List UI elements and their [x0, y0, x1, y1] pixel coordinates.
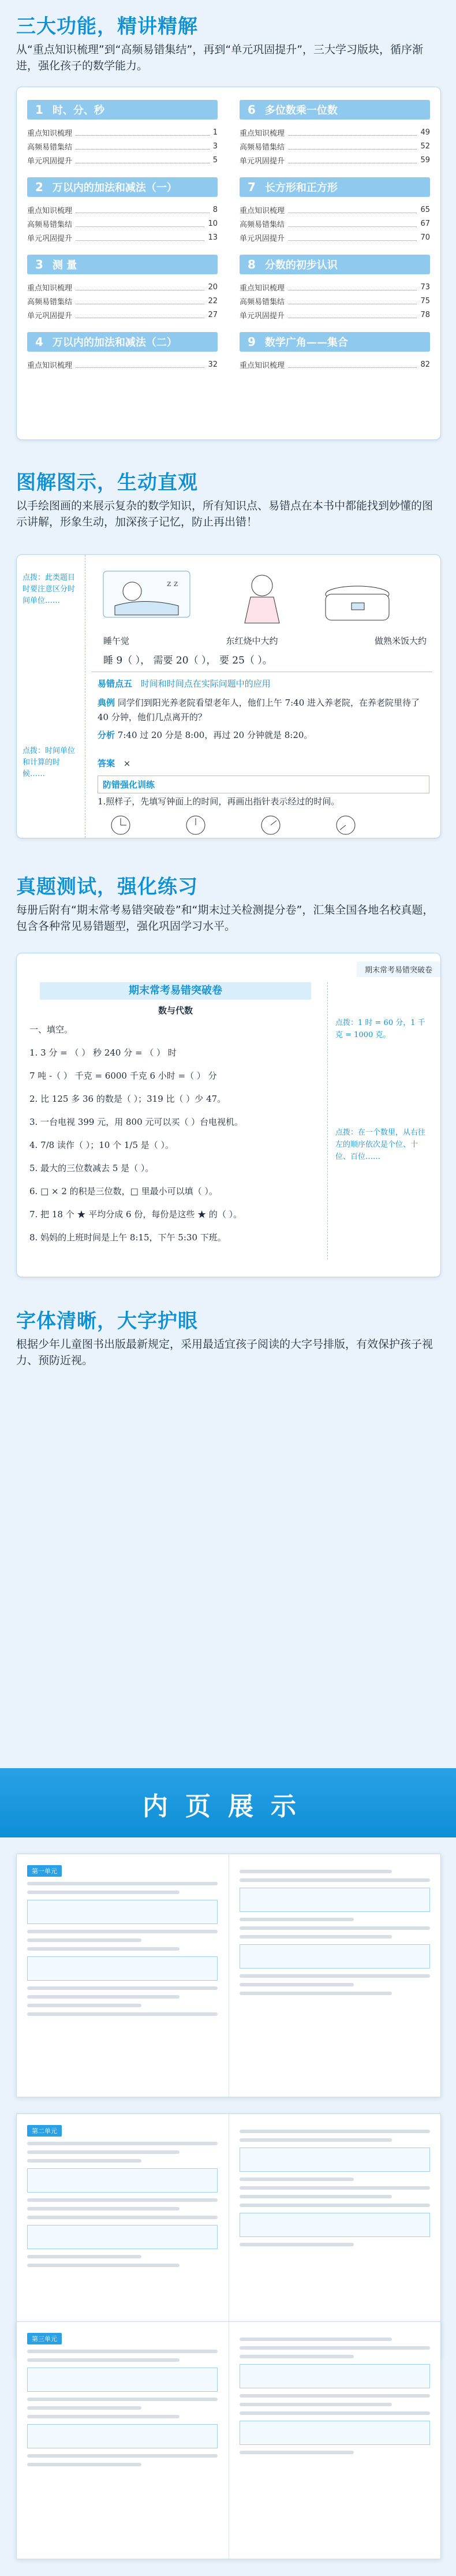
toc-row: [27, 308, 218, 322]
exam-title: 期末常考易错突破卷: [40, 982, 311, 1000]
point-header: [98, 677, 432, 689]
svg-text:z z: z z: [167, 579, 178, 588]
example-label: 典例: [98, 698, 115, 708]
section4-desc: 根据少年儿童图书出版最新规定，采用最适宜孩子阅读的大字号排版，有效保护孩子视力、预防近视。: [16, 1338, 433, 1367]
toc-row: [27, 294, 218, 308]
exam-item: 一、填空。: [29, 1024, 73, 1035]
page-left: [27, 2332, 218, 2554]
answer-text: ×: [123, 758, 131, 769]
toc-leader-dots: [76, 284, 204, 290]
example-text: 同学们到阳光养老院看望老年人，他们上午 7:40 进入养老院，在养老院里待了 40 分钟，他们几点离开的？: [98, 698, 420, 722]
exam-item: 5. 最大的三位数减去 5 是（ ）。: [29, 1163, 154, 1173]
page-spread: [16, 2321, 441, 2559]
toc-unit-title: 长方形和正方形: [264, 182, 338, 194]
toc-row-page: 1: [212, 128, 218, 137]
analysis-block: [98, 728, 429, 743]
toc-leader-dots: [288, 143, 417, 150]
toc-right-column: [240, 100, 430, 382]
analysis-text: 7:40 过 20 分是 8:00，再过 20 分钟就是 8:20。: [117, 730, 313, 740]
caption: 东红烧中大约: [226, 636, 278, 646]
toc-leader-dots: [288, 312, 417, 318]
toc-row-page: 49: [420, 128, 430, 137]
toc-leader-dots: [288, 361, 417, 368]
toc-row-label: 重点知识梳理: [27, 129, 73, 138]
toc-unit-banner: [27, 332, 218, 352]
toc-row-page: 8: [212, 205, 218, 214]
exam-subtitle: 数与代数: [158, 1005, 193, 1016]
toc-row-page: 32: [208, 360, 218, 369]
toc-unit-number: 3: [35, 258, 43, 271]
clock-icon: [261, 816, 280, 834]
toc-row-label: 单元巩固提升: [27, 156, 73, 166]
sidebar-note: 点拨：时间单位和计算的时候……: [23, 747, 76, 778]
toc-leader-dots: [288, 284, 417, 290]
toc-row-label: 重点知识梳理: [27, 361, 73, 370]
toc-row-page: 65: [420, 205, 430, 214]
toc-leader-dots: [76, 129, 210, 136]
girl-icon: [245, 575, 279, 623]
toc-row-page: 70: [420, 233, 430, 242]
clock-row: [109, 814, 421, 837]
page-spread: [16, 1854, 441, 2097]
toc-row-page: 59: [420, 155, 430, 165]
toc-row-page: 22: [208, 296, 218, 305]
point-label: 易错点五: [98, 679, 133, 689]
toc-unit-title: 多位数乘一位数: [264, 105, 338, 117]
toc-leader-dots: [288, 234, 417, 241]
toc-leader-dots: [76, 234, 204, 241]
toc-leader-dots: [288, 221, 417, 227]
sidebar-note: 点拨：此类题目时要注意区分时间单位……: [23, 573, 76, 605]
unit-tag: 第一单元: [27, 1865, 62, 1877]
clock-icon: [337, 816, 355, 834]
toc-card: [16, 87, 441, 440]
divider: [327, 982, 328, 1259]
toc-row: [240, 217, 430, 230]
toc-row: [27, 217, 218, 230]
analysis-label: 分析: [98, 730, 115, 740]
exam-tab: 期末常考易错突破卷: [357, 961, 440, 977]
toc-unit-number: 2: [35, 180, 43, 194]
toc-row-label: 重点知识梳理: [240, 129, 285, 138]
toc-unit-banner: [27, 100, 218, 120]
sleep-fill-row: 睡 9（ ）， 需要 20（ ）， 要 25（ ）。: [103, 655, 272, 666]
toc-row: [240, 294, 430, 308]
toc-unit-banner: [240, 100, 430, 120]
practice-header: 防错强化训练: [98, 776, 429, 793]
toc-unit: [27, 332, 218, 371]
toc-leader-dots: [76, 207, 210, 213]
toc-leader-dots: [288, 129, 417, 136]
toc-row: [240, 153, 430, 167]
toc-unit-title: 万以内的加法和减法（二）: [52, 337, 177, 349]
practice-text: 1.照样子，先填写钟面上的时间，再画出指针表示经过的时间。: [98, 796, 340, 807]
toc-unit-banner: [240, 332, 430, 352]
toc-row-label: 单元巩固提升: [27, 234, 73, 243]
toc-unit-banner: [240, 255, 430, 274]
toc-row-label: 高频易错集结: [240, 143, 285, 152]
toc-leader-dots: [288, 207, 417, 213]
toc-row-label: 重点知识梳理: [27, 206, 73, 215]
toc-leader-dots: [76, 143, 210, 150]
toc-row-label: 重点知识梳理: [240, 206, 285, 215]
unit-tag: 第三单元: [27, 2333, 62, 2344]
unit-tag: 第二单元: [27, 2125, 62, 2137]
section1-desc: 从“重点知识梳理”到“高频易错集结”，再到“单元巩固提升”，三大学习版块，循序渐进，强化孩子的数学能力。: [16, 43, 424, 72]
page-right: [240, 2124, 430, 2346]
toc-unit: [240, 100, 430, 167]
toc-row-page: 3: [212, 141, 218, 151]
toc-row: [27, 153, 218, 167]
showcase-title: 内页展示: [143, 1792, 313, 1821]
showcase-banner: [0, 1768, 456, 1837]
exam-item: 3. 一台电视 399 元，用 800 元可以买（ ）台电视机。: [29, 1117, 244, 1127]
exam-item: 6. □ × 2 的积是三位数，□ 里最小可以填（ ）。: [29, 1186, 218, 1196]
toc-unit: [240, 332, 430, 371]
page-spread: [16, 2113, 441, 2357]
toc-row-label: 重点知识梳理: [240, 361, 285, 370]
section4-title: 字体清晰，大字护眼: [16, 1310, 198, 1333]
clock-icon: [186, 816, 205, 834]
side-tip: 点拨：1 时 = 60 分，1 千克 = 1000 克。: [335, 1019, 425, 1039]
page-right: [240, 2332, 430, 2554]
toc-row: [240, 203, 430, 217]
rice-cooker-icon: [326, 586, 389, 620]
toc-row-page: 5: [212, 155, 218, 165]
section3-desc: 每册后附有“期末常考易错突破卷”和“期末过关检测提分卷”，汇集全国各地名校真题，包含各种常见易错题型，强化巩固学习水平。: [16, 904, 434, 933]
toc-row: [27, 230, 218, 244]
point-text: 时间和时间点在实际问题中的应用: [140, 679, 271, 689]
exam-item: 7. 把 18 个 ★ 平均分成 6 份，每份是这些 ★ 的（ ）。: [29, 1209, 242, 1220]
toc-row-page: 20: [208, 282, 218, 292]
example-block: [98, 696, 429, 725]
toc-unit-title: 时、分、秒: [52, 105, 104, 117]
exam-item: 1. 3 分 = （ ） 秒 240 分 = （ ） 时: [29, 1047, 177, 1058]
illustration-card: [16, 554, 441, 838]
caption: 做熟米饭大约: [374, 636, 427, 646]
toc-unit-number: 9: [248, 335, 256, 349]
toc-leader-dots: [76, 221, 204, 227]
toc-row-label: 单元巩固提升: [240, 234, 285, 243]
toc-row: [27, 203, 218, 217]
toc-row-label: 高频易错集结: [240, 297, 285, 307]
toc-row: [240, 125, 430, 139]
toc-leader-dots: [76, 157, 210, 163]
toc-row-label: 高频易错集结: [240, 220, 285, 229]
toc-unit-title: 分数的初步认识: [264, 259, 338, 271]
toc-unit-number: 7: [248, 180, 256, 194]
toc-row-page: 10: [208, 219, 218, 228]
page-left: [27, 1865, 218, 2086]
clock-icon: [111, 816, 130, 834]
page-left: [27, 2124, 218, 2346]
toc-unit-title: 测 量: [52, 259, 77, 271]
toc-unit-number: 1: [35, 103, 43, 117]
caption-row: [103, 635, 427, 647]
toc-row: [27, 280, 218, 294]
toc-row: [240, 280, 430, 294]
exam-card: [16, 953, 441, 1277]
page-right: [240, 1865, 430, 2086]
toc-row-page: 75: [420, 296, 430, 305]
toc-row-page: 67: [420, 219, 430, 228]
illustration-row: [98, 565, 427, 635]
toc-left-column: [27, 100, 218, 382]
exam-item: 4. 7/8 读作（ ）；10 个 1/5 是（ ）。: [29, 1140, 174, 1150]
section2-desc: 以手绘图画的来展示复杂的数学知识，所有知识点、易错点在本书中都能找到妙懂的图示讲解，形象生动，加深孩子记忆，防止再出错！: [16, 499, 433, 528]
caption: 睡午觉: [103, 636, 130, 646]
toc-unit: [240, 255, 430, 322]
sleeping-child-icon: [103, 571, 190, 617]
toc-row-label: 高频易错集结: [27, 143, 73, 152]
toc-row: [27, 357, 218, 371]
toc-row-page: 27: [208, 310, 218, 319]
toc-unit: [27, 100, 218, 167]
toc-unit-banner: [27, 255, 218, 274]
toc-row-label: 单元巩固提升: [240, 311, 285, 320]
decorative-background: [0, 1386, 456, 1755]
toc-unit-banner: [240, 177, 430, 197]
toc-unit-number: 8: [248, 258, 256, 271]
toc-unit: [240, 177, 430, 244]
toc-unit: [27, 255, 218, 322]
toc-row-page: 82: [420, 360, 430, 369]
toc-row-label: 单元巩固提升: [240, 156, 285, 166]
toc-row-label: 单元巩固提升: [27, 311, 73, 320]
exam-items: [29, 1023, 318, 1254]
toc-leader-dots: [76, 361, 204, 368]
section3-title: 真题测试，强化练习: [16, 875, 198, 899]
exam-item: 7 吨 -（ ） 千克 = 6000 千克 6 小时 =（ ） 分: [29, 1071, 217, 1081]
answer-block: [98, 757, 429, 769]
toc-row: [240, 139, 430, 153]
toc-row: [240, 357, 430, 371]
exam-item: 8. 妈妈的上班时间是上午 8:15，下午 5:30 下班。: [29, 1232, 226, 1243]
exam-item: 2. 比 125 多 36 的数是（ ）；319 比（ ）少 47。: [29, 1094, 226, 1104]
toc-row: [240, 308, 430, 322]
toc-unit: [27, 177, 218, 244]
answer-label: 答案: [98, 758, 115, 769]
sidebar: [17, 555, 85, 838]
toc-leader-dots: [76, 298, 204, 304]
toc-row-page: 52: [420, 141, 430, 151]
toc-row-label: 高频易错集结: [27, 220, 73, 229]
toc-row: [27, 125, 218, 139]
toc-leader-dots: [288, 157, 417, 163]
toc-row-page: 73: [420, 282, 430, 292]
toc-unit-title: 万以内的加法和减法（一）: [52, 182, 177, 194]
toc-unit-banner: [27, 177, 218, 197]
toc-leader-dots: [76, 312, 204, 318]
illustration-images: [98, 565, 427, 635]
toc-unit-number: 4: [35, 335, 43, 349]
side-tip: 点拨：在一个数里，从右往左的顺序依次是个位、十位、百位……: [335, 1128, 426, 1161]
toc-row: [27, 139, 218, 153]
toc-unit-title: 数学广角——集合: [264, 337, 348, 349]
toc-row-page: 78: [420, 310, 430, 319]
toc-unit-number: 6: [248, 103, 256, 117]
section2-title: 图解图示，生动直观: [16, 471, 198, 494]
toc-row-label: 重点知识梳理: [27, 284, 73, 293]
toc-row: [240, 230, 430, 244]
section1-title: 三大功能，精讲精解: [16, 15, 198, 38]
toc-row-page: 13: [208, 233, 218, 242]
toc-leader-dots: [288, 298, 417, 304]
toc-row-label: 高频易错集结: [27, 297, 73, 307]
toc-row-label: 重点知识梳理: [240, 284, 285, 293]
